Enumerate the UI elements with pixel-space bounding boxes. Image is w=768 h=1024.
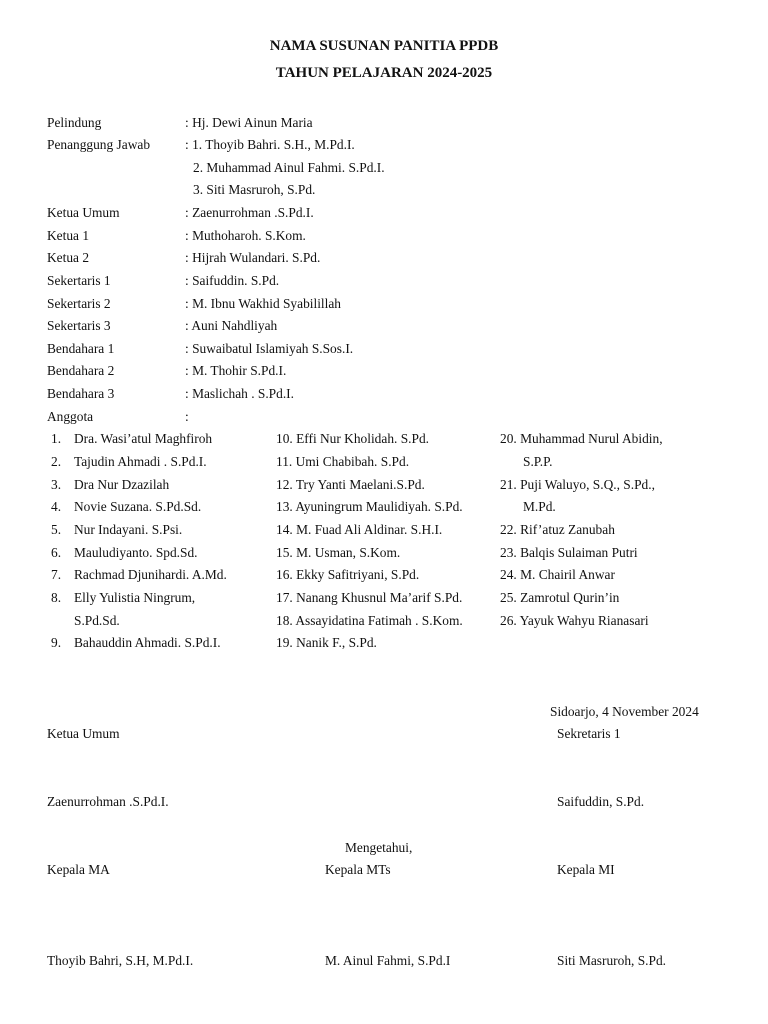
- member-entry: 19. Nanik F., S.Pd.: [276, 635, 377, 650]
- mengetahui-label: Mengetahui,: [345, 840, 413, 855]
- member-entry: 14. M. Fuad Ali Aldinar. S.H.I.: [276, 522, 443, 537]
- member-number: 2.: [51, 454, 62, 469]
- member-number: 8.: [51, 590, 62, 605]
- member-entry: 16. Ekky Safitriyani, S.Pd.: [276, 567, 420, 582]
- role-label: Pelindung: [47, 115, 102, 130]
- role-label: Penanggung Jawab: [47, 137, 151, 152]
- role-value: : Suwaibatul Islamiyah S.Sos.I.: [185, 341, 354, 356]
- member-entry: 20. Muhammad Nurul Abidin,: [500, 431, 663, 446]
- member-name: Mauludiyanto. Spd.Sd.: [74, 545, 198, 560]
- member-entry: 23. Balqis Sulaiman Putri: [500, 545, 638, 560]
- role-label: Ketua Umum: [47, 205, 120, 220]
- kepala-mts-label: Kepala MTs: [325, 862, 391, 877]
- role-label: Bendahara 3: [47, 386, 115, 401]
- role-label: Sekertaris 2: [47, 296, 111, 311]
- role-label: Bendahara 2: [47, 363, 115, 378]
- member-name: Novie Suzana. S.Pd.Sd.: [74, 499, 202, 514]
- member-entry: 13. Ayuningrum Maulidiyah. S.Pd.: [276, 499, 463, 514]
- member-name: Bahauddin Ahmadi. S.Pd.I.: [74, 635, 221, 650]
- role-label: Bendahara 1: [47, 341, 115, 356]
- member-name: Tajudin Ahmadi . S.Pd.I.: [74, 454, 207, 469]
- member-entry: 24. M. Chairil Anwar: [500, 567, 615, 582]
- kepala-mi-label: Kepala MI: [557, 862, 615, 877]
- member-name: S.Pd.Sd.: [74, 613, 120, 628]
- member-entry: 17. Nanang Khusnul Ma’arif S.Pd.: [276, 590, 463, 605]
- member-entry: 18. Assayidatina Fatimah . S.Kom.: [276, 613, 463, 628]
- place-date: Sidoarjo, 4 November 2024: [550, 704, 699, 719]
- document-title-line2: TAHUN PELAJARAN 2024-2025: [275, 65, 493, 81]
- member-entry: 21. Puji Waluyo, S.Q., S.Pd.,: [500, 477, 655, 492]
- member-entry: S.P.P.: [523, 454, 553, 469]
- member-entry: 11. Umi Chabibah. S.Pd.: [276, 454, 410, 469]
- member-entry: 15. M. Usman, S.Kom.: [276, 545, 401, 560]
- role-label: Sekertaris 1: [47, 273, 111, 288]
- role-value: : Saifuddin. S.Pd.: [185, 273, 280, 288]
- role-label: Anggota: [47, 409, 94, 424]
- kepala-ma-name: Thoyib Bahri, S.H, M.Pd.I.: [47, 953, 194, 968]
- document-title-line1: NAMA SUSUNAN PANITIA PPDB: [269, 38, 499, 54]
- kepala-ma-label: Kepala MA: [47, 862, 110, 877]
- member-name: Dra Nur Dzazilah: [74, 477, 170, 492]
- member-number: 4.: [51, 499, 62, 514]
- ketua-umum-name: Zaenurrohman .S.Pd.I.: [47, 794, 169, 809]
- role-value: : Auni Nahdliyah: [185, 318, 278, 333]
- role-value: : Maslichah . S.Pd.I.: [185, 386, 294, 401]
- member-number: 3.: [51, 477, 62, 492]
- kepala-mi-name: Siti Masruroh, S.Pd.: [557, 953, 667, 968]
- member-number: 6.: [51, 545, 62, 560]
- member-entry: M.Pd.: [523, 499, 556, 514]
- member-entry: 25. Zamrotul Qurin’in: [500, 590, 620, 605]
- role-value: : Muthoharoh. S.Kom.: [185, 228, 306, 243]
- role-value: : Hijrah Wulandari. S.Pd.: [185, 250, 321, 265]
- role-label: Ketua 2: [47, 250, 90, 265]
- sekretaris-label: Sekretaris 1: [557, 726, 621, 741]
- member-name: Rachmad Djunihardi. A.Md.: [74, 567, 227, 582]
- role-value: 2. Muhammad Ainul Fahmi. S.Pd.I.: [193, 160, 385, 175]
- member-name: Dra. Wasi’atul Maghfiroh: [74, 431, 213, 446]
- member-number: 1.: [51, 431, 62, 446]
- role-value: : Hj. Dewi Ainun Maria: [185, 115, 313, 130]
- member-entry: 22. Rif’atuz Zanubah: [500, 522, 615, 537]
- member-entry: 26. Yayuk Wahyu Rianasari: [500, 613, 649, 628]
- role-value: : 1. Thoyib Bahri. S.H., M.Pd.I.: [185, 137, 355, 152]
- role-value: :: [185, 409, 189, 424]
- member-number: 5.: [51, 522, 62, 537]
- member-number: 7.: [51, 567, 62, 582]
- role-label: Ketua 1: [47, 228, 90, 243]
- member-entry: 12. Try Yanti Maelani.S.Pd.: [276, 477, 425, 492]
- member-entry: 10. Effi Nur Kholidah. S.Pd.: [276, 431, 429, 446]
- ketua-umum-label: Ketua Umum: [47, 726, 120, 741]
- role-value: : M. Thohir S.Pd.I.: [185, 363, 287, 378]
- member-name: Elly Yulistia Ningrum,: [74, 590, 196, 605]
- member-number: 9.: [51, 635, 62, 650]
- sekretaris-name: Saifuddin, S.Pd.: [557, 794, 645, 809]
- member-name: Nur Indayani. S.Psi.: [74, 522, 183, 537]
- role-value: : Zaenurrohman .S.Pd.I.: [185, 205, 314, 220]
- role-value: : M. Ibnu Wakhid Syabilillah: [185, 296, 342, 311]
- role-value: 3. Siti Masruroh, S.Pd.: [193, 182, 316, 197]
- role-label: Sekertaris 3: [47, 318, 111, 333]
- kepala-mts-name: M. Ainul Fahmi, S.Pd.I: [325, 953, 451, 968]
